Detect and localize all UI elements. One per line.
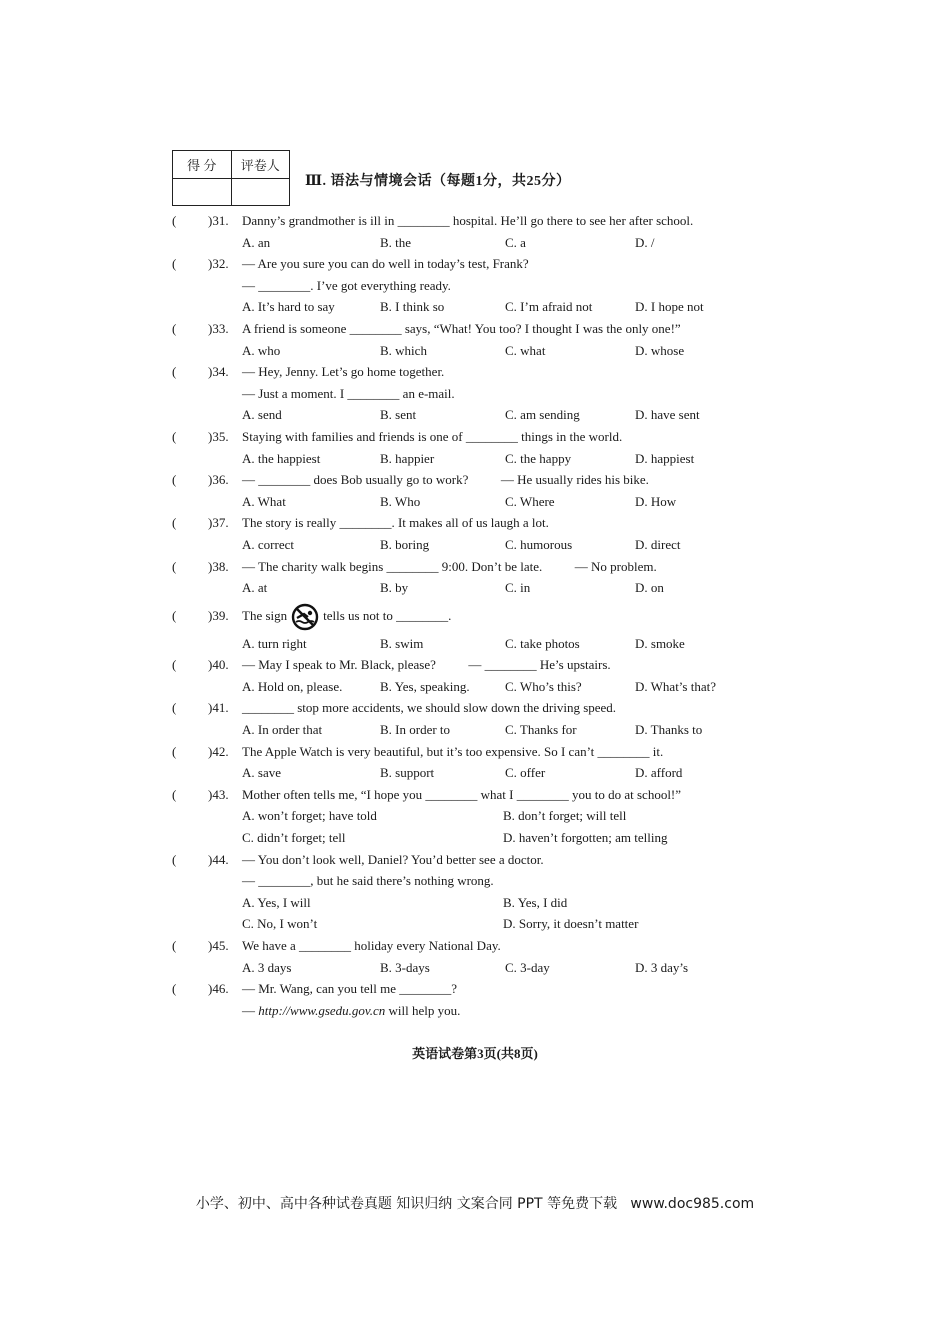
option-d: D. whose	[635, 342, 685, 358]
question-stem: A friend is someone ________ says, “What! You too? I thought I was the only one!”	[242, 320, 681, 336]
answer-bracket: (	[172, 213, 177, 228]
option-d: D. direct	[635, 536, 681, 552]
option-b: B. Yes, speaking.	[380, 678, 470, 694]
question-31	[0, 210, 950, 253]
question-44	[0, 849, 950, 935]
site-footer: 小学、初中、高中各种试卷真题 知识归纳 文案合同 PPT 等免费下载 www.doc985.com	[195, 1196, 755, 1212]
question-number: )38.	[208, 558, 229, 574]
option-c: C. in	[505, 580, 531, 596]
answer-bracket: (	[172, 743, 177, 759]
option-b: B. 3-days	[380, 959, 430, 975]
option-c: C. offer	[505, 765, 546, 781]
option-c: C. didn’t forget; tell	[242, 830, 346, 846]
question-46	[0, 978, 950, 1021]
option-a: A. What	[242, 493, 286, 509]
option-d: D. happiest	[635, 450, 695, 466]
answer-bracket: (	[172, 700, 177, 716]
option-b: B. happier	[380, 450, 435, 466]
question-43	[0, 784, 950, 849]
option-c: C. 3-day	[505, 959, 550, 975]
score-table	[172, 150, 290, 206]
question-stem: Danny’s grandmother is ill in ________ hospital. He’ll go there to see her after school.	[242, 213, 694, 228]
question-stem: The story is really ________. It makes all of us laugh a lot.	[242, 515, 549, 531]
page-footer: 英语试卷第3页(共8页)	[412, 1046, 538, 1061]
question-stem: — May I speak to Mr. Black, please? — ________ He’s upstairs.	[242, 657, 611, 673]
option-d: D. afford	[635, 765, 683, 781]
question-number: )42.	[208, 743, 229, 759]
option-a: A. the happiest	[242, 450, 321, 466]
dash: —	[242, 1002, 255, 1018]
answer-bracket: (	[172, 472, 177, 488]
option-a: A. correct	[242, 536, 294, 552]
option-b: B. I think so	[380, 299, 445, 315]
grader-label: 评卷人	[231, 151, 290, 179]
option-d: D. How	[635, 493, 677, 509]
question-number: )44.	[208, 851, 229, 867]
option-d: D. What’s that?	[635, 678, 716, 694]
option-c: C. No, I won’t	[242, 916, 318, 932]
option-d: D. have sent	[635, 407, 700, 423]
question-stem	[242, 599, 451, 633]
option-c: C. Where	[505, 493, 555, 509]
question-40	[0, 654, 950, 697]
question-stem: ________ stop more accidents, we should slow down the driving speed.	[242, 700, 617, 716]
option-a: A. an	[242, 234, 271, 250]
question-number: )33.	[208, 320, 229, 336]
option-a: A. send	[242, 407, 282, 423]
option-d: D. smoke	[635, 635, 685, 651]
option-c: C. take photos	[505, 635, 580, 651]
question-32	[0, 253, 950, 318]
option-d: D. on	[635, 580, 664, 596]
option-a: A. It’s hard to say	[242, 299, 335, 315]
option-b: B. Yes, I did	[503, 894, 568, 910]
answer-bracket: (	[172, 428, 177, 444]
option-b: B. swim	[380, 635, 424, 651]
question-number: )32.	[208, 256, 229, 272]
option-d: D. /	[635, 234, 655, 250]
question-35	[0, 426, 950, 469]
score-label: 得 分	[173, 151, 232, 179]
question-number: )46.	[208, 981, 229, 997]
question-number: )45.	[208, 938, 229, 953]
question-41	[0, 697, 950, 740]
option-c: C. I’m afraid not	[505, 299, 593, 315]
question-number: )34.	[208, 364, 229, 380]
question-stem-line2	[242, 1000, 460, 1022]
question-38	[0, 556, 950, 599]
line-suffix: will help you.	[388, 1002, 461, 1018]
question-stem-after-sign: tells us not to ________.	[323, 607, 452, 623]
option-c: C. am sending	[505, 407, 580, 423]
question-39	[0, 599, 950, 655]
option-b: B. Who	[380, 493, 421, 509]
question-stem-before-sign: The sign	[242, 607, 288, 623]
answer-bracket: (	[172, 320, 177, 336]
option-c: C. a	[505, 234, 526, 250]
question-stem-line2: — ________. I’ve got everything ready.	[242, 277, 451, 293]
score-cell	[173, 178, 232, 206]
answer-bracket: (	[172, 515, 177, 531]
answer-bracket: (	[172, 607, 177, 623]
question-stem: — Are you sure you can do well in today’s test, Frank?	[242, 256, 529, 272]
url-text: http://www.gsedu.gov.cn	[258, 1002, 386, 1018]
answer-bracket: (	[172, 657, 177, 673]
option-a: A. In order that	[242, 722, 323, 738]
question-42	[0, 741, 950, 784]
question-number: )39.	[208, 607, 229, 623]
section-title: Ⅲ. 语法与情境会话（每题1分，共25分）	[305, 174, 571, 189]
option-c: C. Who’s this?	[505, 678, 582, 694]
answer-bracket: (	[172, 256, 177, 272]
question-stem: Staying with families and friends is one of ________ things in the world.	[242, 428, 623, 444]
option-a: A. turn right	[242, 635, 307, 651]
option-d: D. 3 day’s	[635, 959, 689, 975]
question-34	[0, 361, 950, 426]
option-b: B. support	[380, 765, 435, 781]
question-number: )37.	[208, 515, 229, 531]
question-number: )35.	[208, 428, 229, 444]
answer-bracket: (	[172, 786, 177, 802]
answer-bracket: (	[172, 938, 177, 953]
question-37	[0, 512, 950, 555]
question-33	[0, 318, 950, 361]
option-d: D. Thanks to	[635, 722, 703, 738]
question-stem: — The charity walk begins ________ 9:00. Don’t be late. — No problem.	[242, 558, 657, 574]
grader-cell	[231, 178, 290, 206]
question-stem-line2: — Just a moment. I ________ an e-mail.	[242, 385, 455, 401]
question-number: )31.	[208, 213, 229, 228]
option-d: D. I hope not	[635, 299, 704, 315]
option-c: C. humorous	[505, 536, 573, 552]
question-36	[0, 469, 950, 512]
answer-bracket: (	[172, 851, 177, 867]
question-number: )36.	[208, 472, 229, 488]
question-stem: — You don’t look well, Daniel? You’d better see a doctor.	[242, 851, 544, 867]
question-stem: The Apple Watch is very beautiful, but it’s too expensive. So I can’t ________ it.	[242, 743, 664, 759]
question-number: )41.	[208, 700, 229, 716]
question-stem: — Hey, Jenny. Let’s go home together.	[242, 364, 445, 380]
answer-bracket: (	[172, 558, 177, 574]
option-a: A. at	[242, 580, 268, 596]
option-d: D. Sorry, it doesn’t matter	[503, 916, 639, 932]
question-list	[0, 210, 950, 1021]
option-a: A. Yes, I will	[242, 894, 311, 910]
option-a: A. 3 days	[242, 959, 292, 975]
answer-bracket: (	[172, 981, 177, 997]
option-d: D. haven’t forgotten; am telling	[503, 830, 668, 846]
option-b: B. the	[380, 234, 412, 250]
question-45	[0, 935, 950, 978]
no-swimming-icon	[291, 603, 319, 631]
option-c: C. the happy	[505, 450, 572, 466]
question-stem: — Mr. Wang, can you tell me ________?	[242, 981, 457, 997]
option-b: B. which	[380, 342, 427, 358]
option-b: B. don’t forget; will tell	[503, 808, 627, 824]
question-stem-line2: — ________, but he said there’s nothing wrong.	[242, 873, 494, 889]
option-b: B. sent	[380, 407, 417, 423]
option-a: A. Hold on, please.	[242, 678, 343, 694]
option-b: B. by	[380, 580, 409, 596]
question-number: )43.	[208, 786, 229, 802]
option-c: C. what	[505, 342, 546, 358]
answer-bracket: (	[172, 364, 177, 380]
question-number: )40.	[208, 657, 229, 673]
option-a: A. save	[242, 765, 281, 781]
option-b: B. boring	[380, 536, 430, 552]
option-b: B. In order to	[380, 722, 451, 738]
option-a: A. who	[242, 342, 281, 358]
question-stem: Mother often tells me, “I hope you ________ what I ________ you to do at school!”	[242, 786, 682, 802]
question-stem: — ________ does Bob usually go to work? — He usually rides his bike.	[242, 472, 649, 488]
option-c: C. Thanks for	[505, 722, 577, 738]
option-a: A. won’t forget; have told	[242, 808, 377, 824]
question-stem: We have a ________ holiday every National Day.	[242, 938, 501, 953]
